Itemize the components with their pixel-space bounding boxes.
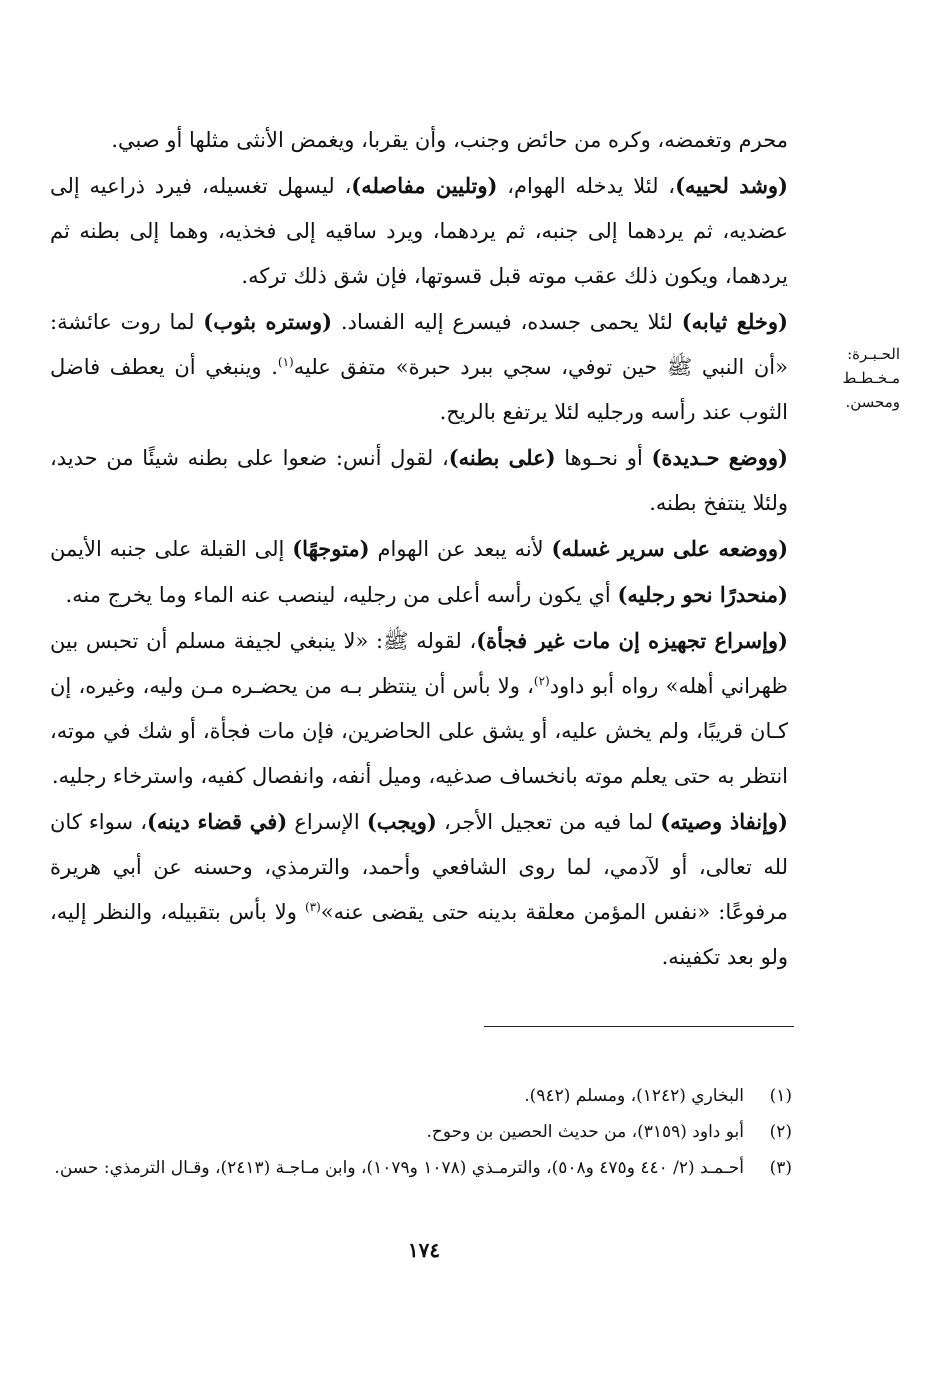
paragraph-text: ، لقول أنس: ضعوا على بطنه شيئًا من حديد، ولئلا ينتفخ بطنه. xyxy=(50,446,788,515)
footnote-text: أحـمـد (٢/ ٤٤٠ و٤٧٥ و٥٠٨)، والترمـذي (١٠٧٨ و١٠٧٩)، وابن مـاجـة (٢٤١٣)، وقـال الترمذي: حسن. xyxy=(54,1158,744,1178)
bold-term: (وشد لحييه) xyxy=(675,173,788,198)
paragraph-text: ، لقوله ﷺ: «لا ينبغي لجيفة مسلم أن تحبس بين ظهراني أهله» رواه أبو داود xyxy=(50,629,788,698)
paragraph-2 xyxy=(50,163,788,299)
paragraph-1 xyxy=(50,118,788,163)
footnotes xyxy=(50,1082,792,1190)
bold-term: (وستره بثوب) xyxy=(203,309,333,334)
footnote-text: البخاري (١٢٤٢)، ومسلم (٩٤٢). xyxy=(524,1086,744,1106)
main-text-body xyxy=(50,118,788,980)
bold-term: (وخلع ثيابه) xyxy=(681,309,788,334)
paragraph-text: لما فيه من تعجيل الأجر، xyxy=(436,810,661,834)
footnote-text: أبو داود (٣١٥٩)، من حديث الحصين بن وحوح. xyxy=(426,1122,744,1142)
footnote-ref[interactable]: (١) xyxy=(277,355,294,369)
paragraph-text: ولا بأس بتقبيله، والنظر إليه، ولو بعد تكفينه. xyxy=(50,900,788,969)
footnote-item xyxy=(50,1082,792,1110)
paragraph-text: إلى القبلة على جنبه الأيمن xyxy=(50,537,293,561)
bold-term: (متوجهًا) xyxy=(292,536,370,561)
paragraph-3 xyxy=(50,299,788,435)
page-number: ١٧٤ xyxy=(407,1238,441,1262)
paragraph-7 xyxy=(50,799,788,980)
bold-term: (وإسراع تجهيزه إن مات غير فجأة) xyxy=(476,628,788,653)
bold-term: (ووضع حـديدة) xyxy=(651,445,788,470)
paragraph-text: أو نحـوها xyxy=(555,446,652,470)
paragraph-text: لما روت عائشة: «أن النبي ﷺ حين توفي، سجي ببرد حبرة» متفق عليه xyxy=(50,310,788,379)
paragraph-text: أي يكون رأسه أعلى من رجليه، لينصب عنه الماء وما يخرج منه. xyxy=(65,583,618,607)
paragraph-text: ، لئلا يدخله الهوام، xyxy=(497,174,676,198)
paragraph-4 xyxy=(50,435,788,526)
bold-term: (ووضعه على سرير غسله) xyxy=(551,536,788,561)
bold-term: (على بطنه) xyxy=(448,445,556,470)
bold-term: (في قضاء دينه) xyxy=(146,809,288,834)
bold-term: (وتليين مفاصله) xyxy=(351,173,498,198)
footnote-item xyxy=(50,1154,792,1182)
paragraph-text: لأنه يبعد عن الهوام xyxy=(369,537,552,561)
paragraph-1-text: محرم وتغمضه، وكره من حائض وجنب، وأن يقربا، ويغمض الأنثى مثلها أو صبي. xyxy=(111,128,788,152)
margin-note-line: مـخـطـط xyxy=(842,369,900,387)
paragraph-6 xyxy=(50,618,788,799)
paragraph-text: لئلا يحمى جسده، فيسرع إليه الفساد. xyxy=(332,310,682,334)
paragraph-text: ، ليسهل تغسيله، فيرد ذراعيه إلى عضديه، ثم يردهما إلى جنبه، ثم يردهما، ويرد ساقيه إلى فخذيه، وهما إلى بطنه ثم يردهما، ويكون ذلك عقب موته قبل قسوتها، فإن شق ذلك تركه. xyxy=(50,174,788,288)
margin-note-line: ومحسن. xyxy=(845,393,900,411)
paragraph-text: . وينبغي أن يعطف فاضل الثوب عند رأسه ورجليه لئلا يرتفع بالريح. xyxy=(50,355,788,424)
bold-term: (وإنفاذ وصيته) xyxy=(660,809,788,834)
paragraph-text: الإسراع xyxy=(287,810,367,834)
bold-term: (ويجب) xyxy=(366,809,437,834)
footnote-ref[interactable]: (٣) xyxy=(304,900,321,914)
bold-term: (منحدرًا نحو رجليه) xyxy=(617,582,788,607)
footnote-number: (١) xyxy=(769,1086,792,1106)
paragraph-5 xyxy=(50,526,788,618)
margin-note xyxy=(800,342,900,414)
footnote-ref[interactable]: (٢) xyxy=(533,674,550,688)
paragraph-text: ، ولا بأس أن ينتظر بـه من يحضـره مـن وليه، وغيره، إن كـان قريبًا، ولم يخش عليه، أو يشق على الحاضرين، فإن مات فجأة، أو شك في موته، انتظر به حتى يعلم موته بانخساف صدغيه، وميل أنفه، وانفصال كفيه، واسترخاء رجليه. xyxy=(50,674,788,788)
paragraph-text: ، سواء كان لله تعالى، أو لآدمي، لما روى الشافعي وأحمد، والترمذي، وحسنه عن أبي هريرة مرفوعًا: «نفس المؤمن معلقة بدينه حتى يقضى عنه» xyxy=(50,810,788,924)
footnote-item xyxy=(50,1118,792,1146)
margin-note-line: الحـبـرة: xyxy=(847,345,900,363)
footnote-divider xyxy=(484,1026,794,1027)
footnote-number: (٣) xyxy=(769,1158,792,1178)
footnote-number: (٢) xyxy=(769,1122,792,1142)
